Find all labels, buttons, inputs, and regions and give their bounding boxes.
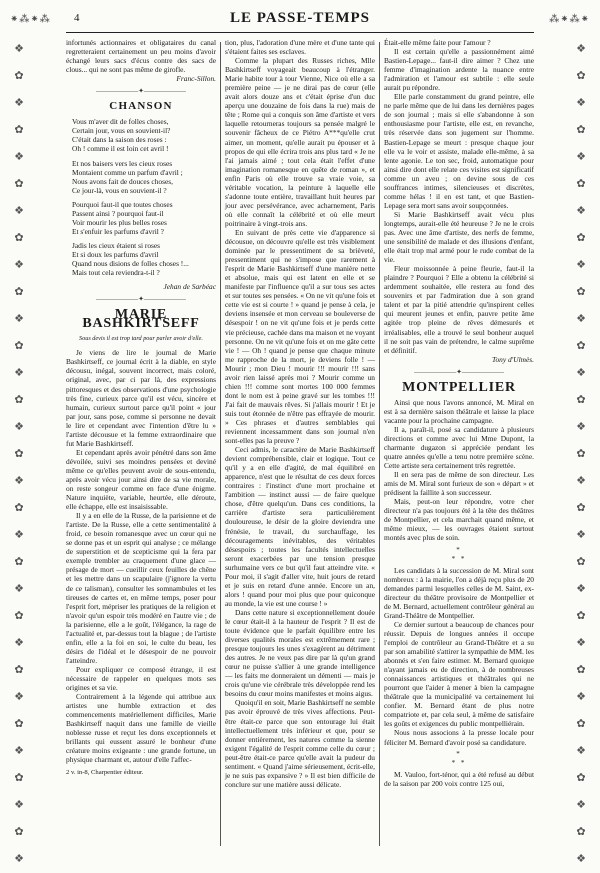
newspaper-page	[8, 6, 592, 865]
asterism: * * *	[451, 749, 467, 767]
verse-line: Nous avons fait de douces choses,	[72, 176, 173, 186]
paragraph: Les candidats à la succession de M. Miral sont nombreux : à la mairie, l'on a déjà reçu plus de 20 demandes parmi lesquelles celles de M. Saint, ex-directeur du théâtre provisoire de Montpellier et de M. Bernard, actuellement contrôleur général au Grand-Théâtre de Montpellier.	[384, 565, 534, 620]
page-header	[8, 6, 592, 30]
signature: Tony d'Ulmès.	[492, 354, 534, 364]
header-rule	[66, 32, 534, 33]
columns	[66, 38, 534, 850]
verse-line: Pourquoi faut-il que toutes choses	[72, 199, 173, 209]
paragraph: Il est certain qu'elle a passionnément aimé Bastien-Lepage... faut-il dire aimer ? Chez une femme d'imagination ardente la nuance entre l'admiration et l'amour est subtile : elle seule aurait pu répondre.	[384, 47, 534, 93]
ornament-right: ⁂⁕⁂⁕	[549, 14, 590, 25]
paragraph: Nous nous associons à la presse locale pour féliciter M. Bernard d'avoir posé sa candidature.	[384, 728, 534, 747]
column-2	[225, 38, 375, 850]
verse-line: Et si doux les parfums d'avril	[72, 249, 159, 259]
verse-line: Passent ainsi ? pourquoi faut-il	[72, 208, 164, 218]
verse-line: Voir mourir les plus belles roses	[72, 217, 167, 227]
asterism: * * *	[451, 545, 467, 563]
verse-line: Ce jour-là, vous en souvient-il ?	[72, 185, 167, 195]
verse-line: Jadis les cieux étaient si roses	[72, 240, 161, 250]
paragraph: Si Marie Bashkirtseff avait vécu plus longtemps, aurait-elle été heureuse ? Je ne le crois pas. Avec une âme d'artiste, des nerfs de femme, une sensibilité de malade et des illusions d'enfant, elle était trop mal armé pour le rude combat de la vie.	[384, 209, 534, 265]
paragraph: Il en sera pas de même de son directeur. Les amis de M. Miral sont furieux de son « départ » et prédisent la faillite à son successeur.	[384, 470, 534, 498]
paragraph: Pour expliquer ce composé étrange, il est nécessaire de rappeler en quelques mots ses origines et sa vie.	[66, 664, 216, 693]
decorative-border-right: ❖ ✿ ❖ ✿ ❖ ✿ ❖ ✿ ❖ ✿ ❖ ✿ ❖ ✿ ❖ ✿ ❖ ✿ ❖ ✿ ❖ ✿ ❖ ✿ ❖ ✿ ❖ ✿ ❖ ✿ ❖	[576, 43, 586, 865]
paragraph: Quoiqu'il en soit, Marie Bashkirtseff ne semble pas avoir éprouvé de très vives affections. Peut-être était-ce parce que son entourage lui était intellectuellement très inférieur et que, pour se donner entièrement, les natures comme la sienne exigent l'égalité de l'esprit comme celle du cœur ; peut-être était-ce parce qu'elle avait la pudeur du sentiment. « Quand j'aime sérieusement, écrit-elle, je ne suis pas expansive ? » Il est bien difficile de conclure sur une matière aussi délicate.	[225, 698, 375, 789]
separator-ornament: ——————✦——————	[414, 367, 504, 376]
separator-ornament: ——————✦——————	[96, 295, 186, 304]
ornament-left: ⁕⁂⁕⁂	[10, 14, 51, 25]
paragraph: En suivant de près cette vie d'apparence si décousue, on découvre qu'elle est très visiblement dominée par le pressentiment de sa brièveté, pressentiment qui ne s'impose que rarement à l'esprit de Marie Bashkirtseff d'une manière nette et absolue, mais qui est latent en elle et se manifeste par l'influence qu'il a sur tous ses actes et sur toutes ses pensées. « On ne vit qu'une fois et cette vie est si courte ! » quand je pense à cela, je deviens insensée et mon cerveau se bouleverse de désespoir ! on ne vit qu'une fois et je perds cette vie précieuse, cachée dans ma maison et ne voyant personne. On ne vit qu'une fois et on me gâte cette vie ! — Oh ! quand je pense que chaque minute me rapproche de la mort, je deviens folle ! — Mourir ; mon Dieu ! mourir !!! mourir !!! sans avoir rien laissé après moi ? Mourir comme un chien !!! comme sont mortes 100 000 femmes dont le nom est à peine gravé sur les tombes !!! J'ai fait de mauvais rêves. Si j'allais mourir ! Et je suis tout étonnée de n'être pas effrayée de mourir. » Ces phrases et d'autres semblables qui reviennent incessamment dans son journal n'en sont-elles pas la preuve ?	[225, 227, 376, 446]
paragraph: Comme la plupart des Russes riches, Mlle Bashkirtseff voyageait beaucoup à l'étranger. Marie habite tour à tour Vienne, Nice où elle a sa première peine — je ne dirai pas de cœur (elle avait alors douze ans et c'était éprise d'un duc aperçu une douzaine de fois dans la rue) mais de tête ; Rome qui a conquis son âme d'artiste et vers laquelle retourneras toujours sa pensée malgré le souvenir fâcheux de ce Piétro A***qu'elle crut aimer, un moment, qu'elle aurait pu épouser et à propos de qui elle écrira trois ans plus tard « Je ne l'ai jamais aimé ; tout cela était l'effet d'une imagination romanesque en quête de roman », et enfin Paris où elle trouve sa vraie voie, sa véritable vocation, la peinture à laquelle elle s'adonne toute entière, travaillant huit heures par jour avec persévérance, avec acharnement, Paris où elle connaît la célébrité et où elle meurt poitrinaire à vingt-trois ans.	[225, 56, 375, 228]
verse-line: Mais tout cela reviendra-t-il ?	[72, 268, 160, 278]
paragraph: Était-elle même faite pour l'amour ?	[384, 38, 491, 47]
stanza	[66, 200, 216, 236]
article-ending: infortunés actionnaires et obligataires du canal regretteraient certainement un peu moins d'avoir échangé leurs sacs d'écus contre des sacs de clous... qui ne sont pas même de girofle.	[66, 38, 216, 75]
paragraph: Ceci admis, le caractère de Marie Bashkirtseff devient compréhensible, clair et logique. Tout ce qu'il y a en elle d'agité, de mal équilibré en apparence, n'est que le résultat de ces deux forces contraires : l'instinct d'une mort prochaine et l'ambition — instinct aussi — de faire quelque chose, d'être quelqu'un. Dans ces conditions, la carrière d'artiste sera particulièrement douloureuse, le désir de la gloire deviendra une frénésie, le travail, du surchauffage, les découragements inévitables, des véritables désespoirs ; toutes les facultés intellectuelles seront exacerbées par une tension presque surhumaine vers ce but qu'il faut atteindre vite. « Pour moi, il s'agit d'aller vite, huit jours de retard et je suis en retard d'une année. Encore un an, alors ! quand pour moi plus que pour quiconque au monde, la vie est une course ! »	[225, 445, 375, 608]
column-rule	[220, 42, 221, 846]
column-rule	[379, 42, 380, 846]
paragraph: tion, plus, l'adoration d'une mère et d'une tante qui s'étaient faites ses esclaves.	[225, 38, 375, 57]
paragraph: Ainsi que nous l'avons annoncé, M. Miral en est à sa dernière saison théâtrale et laisse la place vacante pour la prochaine campagne.	[384, 397, 534, 425]
verse-line: Certain jour, vous en souvient-il?	[72, 126, 171, 136]
paragraph: M. Vauloo, fort-ténor, qui a été refusé au début de la saison par 200 voix contre 125 oui,	[384, 769, 534, 788]
paragraph: Fleur moissonnée à peine fleurie, faut-il la plaindre ? Pourquoi ? Elle a obtenu la célébrité si ardemment souhaitée, elle restera au fond des souvenirs et par l'admiration due à son grand talent et par la pitié attendrie qu'inspirent celles qui meurent jeunes et enfin, pauvre petite âme agitée trop pleine de rêves démesurés et irréalisables, elle a trouvé le seul bonheur auquel il ne soit pas vain de prétendre, le calme suprême et définitif.	[384, 264, 534, 355]
paragraph: Dans cette nature si exceptionnellement douée le cœur était-il à la hauteur de l'esprit ? Il est de toute évidence que le parfait équilibre entre les diverses qualités morales est extrêmement rare ; presque toujours les unes s'exagèrent au détriment des autres. Je ne veux pas dire par là qu'un grand cœur ne puisse s'allier à une grande intelligence — les faits me donneraient un démenti — mais je crois qu'une vie cérébrale très développée rend les besoins du cœur moins manifestes et moins aigus.	[225, 607, 375, 699]
verse-line: Vous m'aver dit de folles choses,	[72, 117, 169, 127]
verse-line: Et nos baisers vers les cieux roses	[72, 158, 173, 168]
page-number: 4	[74, 12, 80, 24]
stanza	[66, 159, 216, 195]
montpellier-title: MONTPELLIER	[402, 379, 516, 395]
marie-subtitle: Sous devis il est trop tard pour parler avoir d'elle.	[79, 335, 203, 343]
column-1	[66, 38, 216, 850]
paragraph: Contrairement à la légende qui attribue aux artistes une humble extraction et des commencements matériellement difficiles, Marie Bashkirtseff naquit dans une famille de vieille noblesse russe et reçut les dons exceptionnels et brillants qui eussent assuré le bonheur d'une créature moins exigeante : une grande fortune, un physique charmant et, autour d'elle l'affec-	[66, 692, 216, 765]
verse-line: Montaient comme un parfum d'avril ;	[72, 167, 183, 177]
signature: Jehan de Sarbéac	[163, 282, 216, 292]
paragraph: Et cependant après avoir pénétré dans son âme dévoilée, suivi ses moindres pensées et deviné même ce qu'elles peuvent avoir de sous-entendu, après avoir vécu jour ainsi dire de sa vie morale, on reste songeur comme en face d'une énigme. Nature inquiète, variable, heurtée, elle déroute, elle échappe, elle est insaisissable.	[66, 447, 216, 512]
chanson-title: CHANSON	[109, 100, 173, 113]
verse-line: Quand nous disions de folles choses !...	[72, 258, 189, 268]
paragraph: Il a, paraît-il, posé sa candidature à plusieurs directions et comme avec lui Mme Dupont, la charmante dugazon si appréciée pendant les quatre années qu'elle a tenu notre première scène. Cette artiste sera certainement très regrettée.	[384, 424, 534, 471]
verse-line: Oh ! comme il est loin cet avril !	[72, 144, 169, 154]
running-title: LE PASSE-TEMPS	[230, 10, 370, 26]
paragraph: Je viens de lire le journal de Marie Bashkirtseff, ce journal écrit à la diable, en style décousu, inégal, souvent incorrect, mais coloré, original, avec, par ci par là, des expressions pittoresques et des observations d'une psychologie très fine, curieux parce qu'il est vécu, sincère et humain, curieux surtout parce qu'il point « jour par jour, sans pose, comme si personne ne devait le lire et cependant avec l'intention d'être lu » l'artiste décousue et la femme extraordinaire que fut Marie Bashkirtseff.	[66, 348, 216, 448]
signature: Franc-Sillon.	[176, 74, 216, 84]
verse-line: C'était dans la saison des roses :	[72, 135, 167, 145]
verse-line: Et s'enfuir les parfums d'avril ?	[72, 226, 164, 236]
decorative-border-left: ❖ ✿ ❖ ✿ ❖ ✿ ❖ ✿ ❖ ✿ ❖ ✿ ❖ ✿ ❖ ✿ ❖ ✿ ❖ ✿ ❖ ✿ ❖ ✿ ❖ ✿ ❖ ✿ ❖ ✿ ❖	[14, 43, 24, 865]
marie-title: MARIE BASHKIRTSEFF	[82, 307, 200, 332]
paragraph: Mais, peut-on leur répondre, votre cher directeur n'a pas toujours été à la tête des théâtres de Montpellier, et cela marchait quand même, et même mieux, — les ouvrages étaient surtout montés avec plus de soin.	[384, 497, 534, 543]
poem	[66, 117, 216, 277]
separator-ornament: ——————✦——————	[96, 87, 186, 96]
paragraph: Elle parle constamment du grand peintre, elle ne parle même que de lui dans les dernières pages de son journal ; mais si elle s'abandonne à son enthousiasme pour l'artiste, elle est, en revanche, très réservée dans son jugement sur l'homme. Bastien-Lepage se meurt : presque chaque jour elle va le voir et assiste, malade elle-même, à sa lente agonie. Le ton sec, froid, automatique pour ainsi dire dont elle relate ces visites est significatif comme un aveu ; on devine sous de ces souffrances intimes, silencieuses et discrètes, comme hélas ! il en est tant, et que Bastien-Lepage sera mort sans avoir soupçonnées.	[384, 92, 534, 210]
stanza	[66, 241, 216, 277]
stanza	[66, 117, 216, 153]
footnote: 2 v. in-8, Charpentier éditeur.	[66, 769, 144, 777]
paragraph: Il y a en elle de la Russe, de la parisienne et de l'artiste. De la Russe, elle a cette sentimentalité à froid, ce besoin romanesque avec un cœur qui ne se donne pas et un esprit qui analyse ; ce mélange de superstition et de scepticisme qui la fera par exemple trembler au craquement d'une glace — présage de mort — cueillir ceux feuilles de chêne et les mettre dans un scapulaire (j'ignore la vertu de ce talisman), consulter les somnambules et les tireuses de cartes et, en même temps, poser pour l'esprit fort, mépriser les pratiques de la religion et n'avoir qu'un espoir très modéré en l'autre vie ; de la parisienne, elle a le goût, l'élégance, la rage de l'actualité et, par-dessus tout la blague ; de l'artiste enfin, elle a la foi en soi, le culte du beau, les désirs de l'idéal et le désespoir de ne pouvoir l'atteindre.	[66, 511, 216, 665]
column-3	[384, 38, 534, 850]
paragraph: Ce dernier surtout a beaucoup de chances pour réussir. Depuis de longues années il occupe l'emploi de contrôleur au Grand-Théâtre et a su par son amabilité s'attirer la sympathie de MM. les abonnés et s'en faire estimer. M. Bernard quoique n'ayant jamais eu de direction, à de nombreuses connaissances artistiques et théâtrales qui ne pourront que l'aider à mener à bien la campagne théâtrale que la municipalité va certainement lui confier. M. Bernard étant de plus notre compatriote et, par cela seul, à même de satisfaire les goûts et exigences du public montpelliérain.	[384, 619, 534, 729]
